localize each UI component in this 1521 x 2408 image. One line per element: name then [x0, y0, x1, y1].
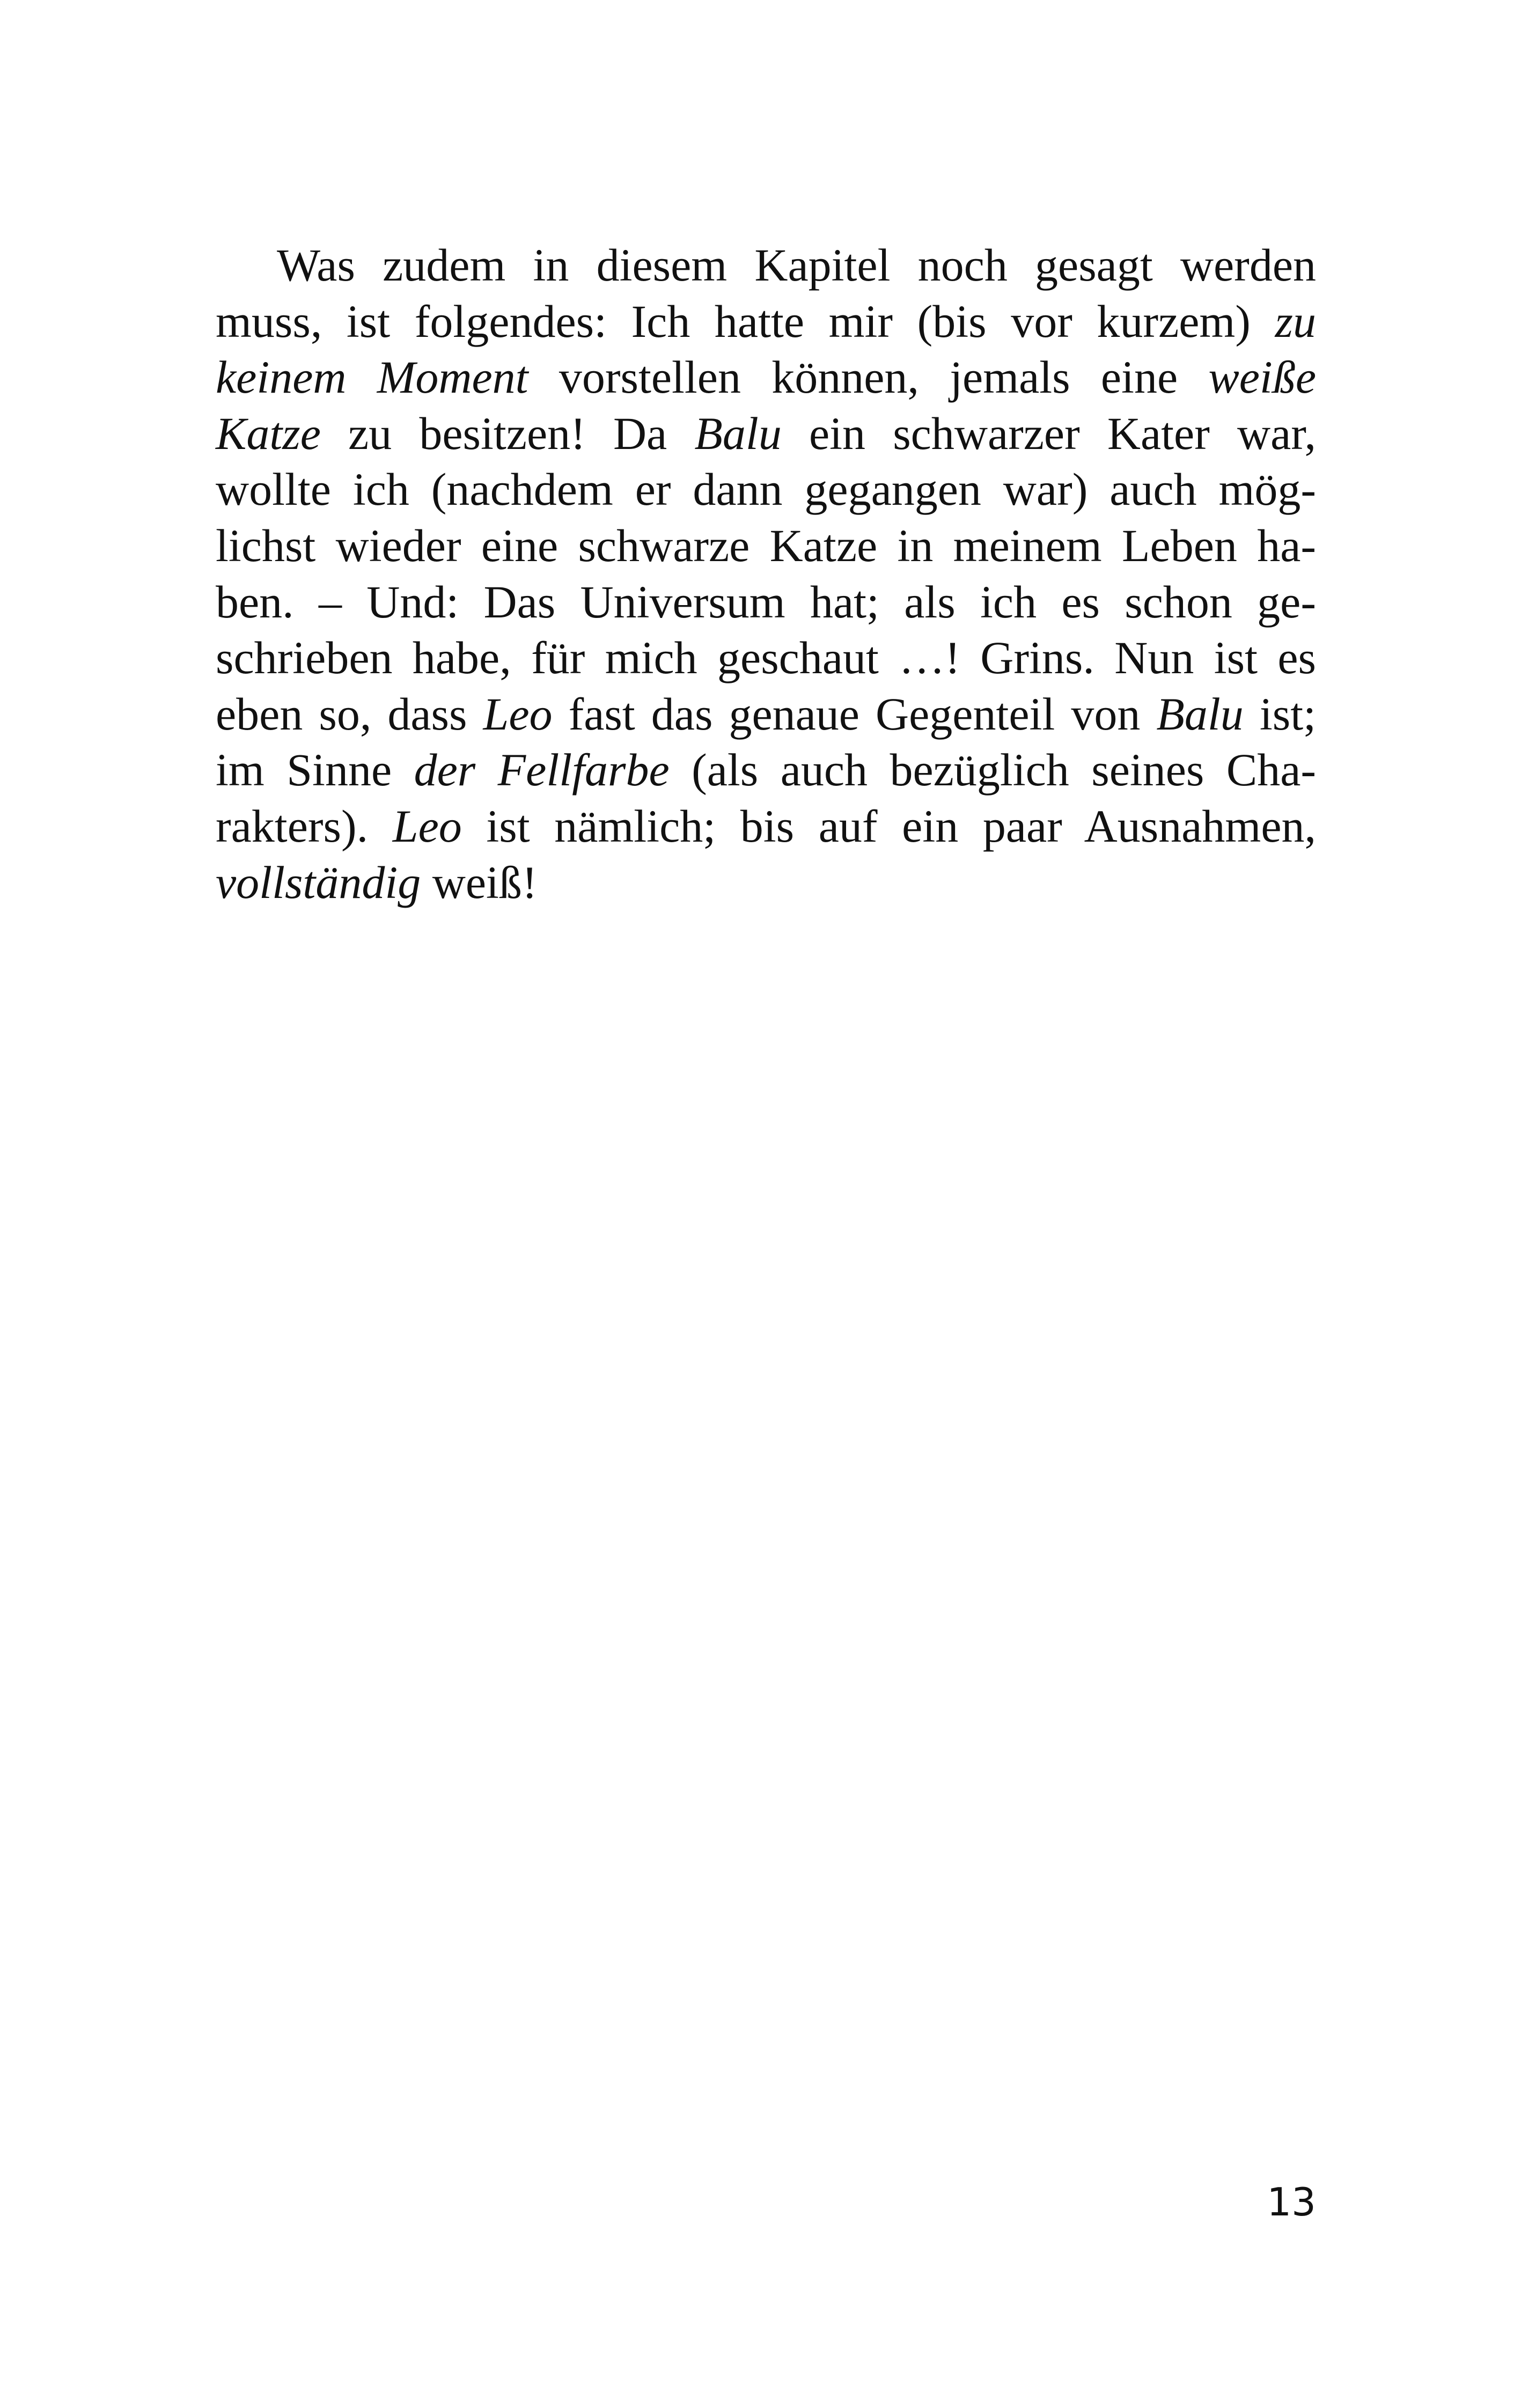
text-segment: schrieben habe, für mich geschaut …! Grins. Nun ist es — [216, 632, 1316, 684]
text-segment: lichst wieder eine schwarze Katze in meinem Leben ha- — [216, 519, 1316, 571]
text-line — [216, 237, 1316, 293]
italic-text: vollständig — [216, 856, 421, 908]
italic-text: zu — [1275, 295, 1316, 347]
text-segment: zu besitzen! Da — [320, 407, 695, 459]
text-segment: rakters). — [216, 800, 393, 852]
text-line — [216, 349, 1316, 406]
text-segment: weiß! — [421, 856, 538, 908]
text-line — [216, 406, 1316, 462]
body-paragraph — [216, 237, 1316, 910]
text-line — [216, 798, 1316, 855]
text-segment: im Sinne — [216, 744, 414, 796]
text-segment: ein schwarzer Kater war, — [781, 407, 1316, 459]
text-line — [216, 686, 1316, 742]
text-line — [216, 461, 1316, 518]
text-segment: ist; — [1243, 688, 1316, 740]
italic-text: Katze — [216, 407, 321, 459]
italic-text: Balu — [694, 407, 782, 459]
text-segment: eben so, dass — [216, 688, 483, 740]
text-line — [216, 574, 1316, 630]
italic-text: Balu — [1156, 688, 1244, 740]
italic-text: keinem Moment — [216, 351, 528, 403]
text-segment: (als auch bezüglich seines Cha- — [669, 744, 1317, 796]
text-segment: ben. – Und: Das Universum hat; als ich es schon ge- — [216, 576, 1316, 628]
text-segment: muss, ist folgendes: Ich hatte mir (bis vor kurzem) — [216, 295, 1275, 347]
text-line — [216, 518, 1316, 574]
italic-text: Leo — [483, 688, 553, 740]
text-line — [216, 855, 1316, 911]
italic-text: Leo — [392, 800, 462, 852]
text-segment: fast das genaue Gegenteil von — [552, 688, 1157, 740]
text-segment: wollte ich (nachdem er dann gegangen war) auch mög- — [216, 463, 1316, 516]
text-line — [216, 630, 1316, 686]
text-segment: Was zudem in diesem Kapitel noch gesagt werden — [277, 239, 1316, 291]
italic-text: der Fellfarbe — [414, 744, 670, 796]
text-segment: vorstellen können, jemals eine — [528, 351, 1209, 403]
text-line — [216, 742, 1316, 798]
text-line — [216, 293, 1316, 350]
text-segment: ist nämlich; bis auf ein paar Ausnahmen, — [461, 800, 1316, 852]
italic-text: weiße — [1208, 351, 1316, 403]
page-number: 13 — [1267, 2179, 1316, 2225]
